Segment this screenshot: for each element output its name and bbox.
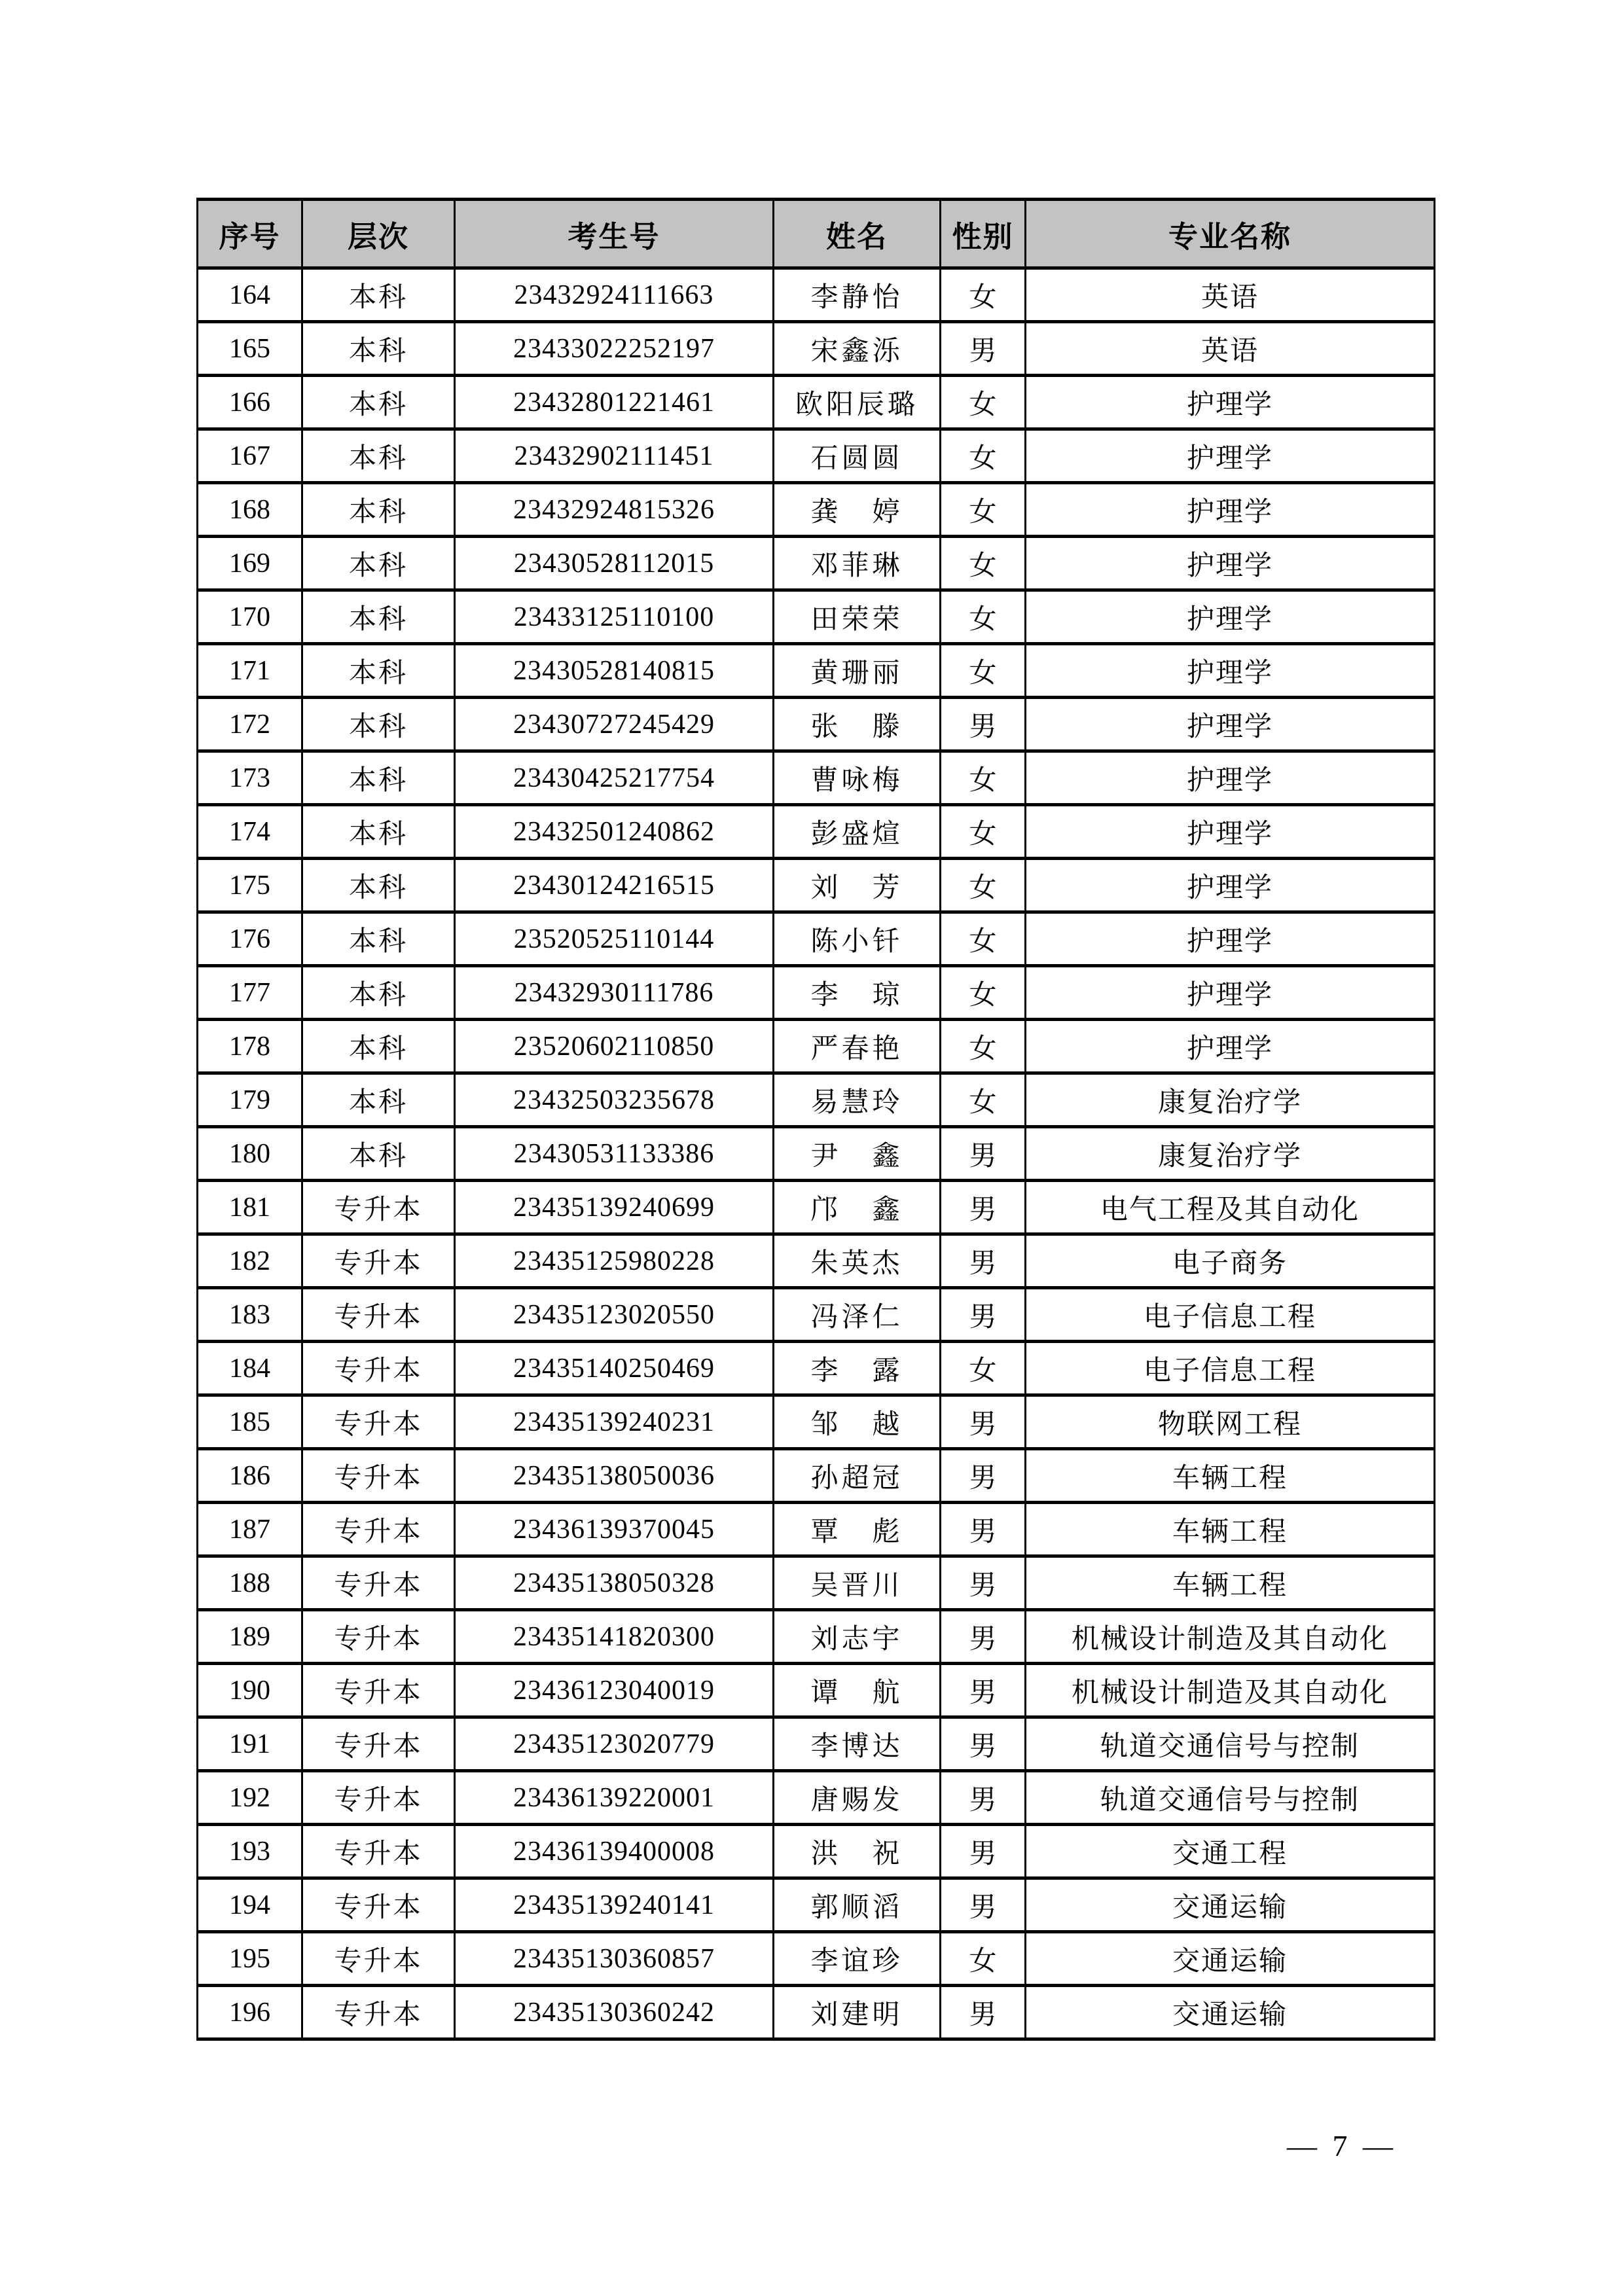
cell-candidate-id: 23520602110850 bbox=[455, 1020, 774, 1073]
cell-name: 陈小钎 bbox=[774, 912, 941, 966]
cell-gender: 女 bbox=[941, 644, 1026, 698]
cell-name: 曹咏梅 bbox=[774, 751, 941, 805]
cell-serial-number: 186 bbox=[198, 1449, 302, 1503]
cell-serial-number: 193 bbox=[198, 1825, 302, 1878]
cell-major: 护理学 bbox=[1026, 966, 1435, 1020]
cell-gender: 男 bbox=[941, 1556, 1026, 1610]
cell-gender: 女 bbox=[941, 1020, 1026, 1073]
table-row bbox=[198, 1664, 1435, 1717]
table-row bbox=[198, 268, 1435, 322]
cell-level: 专升本 bbox=[302, 1610, 455, 1664]
cell-major: 护理学 bbox=[1026, 859, 1435, 912]
cell-level: 专升本 bbox=[302, 1932, 455, 1986]
cell-gender: 男 bbox=[941, 1986, 1026, 2039]
table-row bbox=[198, 1556, 1435, 1610]
table-row bbox=[198, 1127, 1435, 1181]
table-row bbox=[198, 376, 1435, 429]
cell-gender: 男 bbox=[941, 698, 1026, 751]
cell-major: 电子信息工程 bbox=[1026, 1342, 1435, 1395]
cell-name: 张 滕 bbox=[774, 698, 941, 751]
cell-name: 吴晋川 bbox=[774, 1556, 941, 1610]
cell-major: 交通运输 bbox=[1026, 1932, 1435, 1986]
cell-gender: 男 bbox=[941, 1234, 1026, 1288]
cell-name: 龚 婷 bbox=[774, 483, 941, 537]
table-header bbox=[198, 200, 1435, 268]
cell-level: 本科 bbox=[302, 322, 455, 376]
cell-level: 专升本 bbox=[302, 1825, 455, 1878]
cell-candidate-id: 23435123020779 bbox=[455, 1717, 774, 1771]
cell-serial-number: 164 bbox=[198, 268, 302, 322]
cell-candidate-id: 23435141820300 bbox=[455, 1610, 774, 1664]
cell-serial-number: 185 bbox=[198, 1395, 302, 1449]
table-row bbox=[198, 1342, 1435, 1395]
cell-level: 本科 bbox=[302, 805, 455, 859]
cell-gender: 女 bbox=[941, 966, 1026, 1020]
header-row bbox=[198, 200, 1435, 268]
cell-major: 护理学 bbox=[1026, 698, 1435, 751]
cell-gender: 男 bbox=[941, 1395, 1026, 1449]
header-major: 专业名称 bbox=[1026, 200, 1435, 268]
cell-gender: 男 bbox=[941, 1878, 1026, 1932]
cell-level: 本科 bbox=[302, 751, 455, 805]
table-row bbox=[198, 590, 1435, 644]
cell-level: 专升本 bbox=[302, 1449, 455, 1503]
cell-major: 英语 bbox=[1026, 268, 1435, 322]
cell-serial-number: 183 bbox=[198, 1288, 302, 1342]
table-row bbox=[198, 1020, 1435, 1073]
cell-gender: 女 bbox=[941, 1342, 1026, 1395]
cell-candidate-id: 23430528140815 bbox=[455, 644, 774, 698]
table-row bbox=[198, 1986, 1435, 2039]
cell-gender: 女 bbox=[941, 805, 1026, 859]
header-candidate-id: 考生号 bbox=[455, 200, 774, 268]
cell-serial-number: 188 bbox=[198, 1556, 302, 1610]
cell-major: 轨道交通信号与控制 bbox=[1026, 1717, 1435, 1771]
header-name: 姓名 bbox=[774, 200, 941, 268]
cell-serial-number: 190 bbox=[198, 1664, 302, 1717]
header-serial-number: 序号 bbox=[198, 200, 302, 268]
cell-serial-number: 182 bbox=[198, 1234, 302, 1288]
cell-candidate-id: 23430124216515 bbox=[455, 859, 774, 912]
table-body bbox=[198, 268, 1435, 2039]
cell-gender: 男 bbox=[941, 1825, 1026, 1878]
cell-serial-number: 180 bbox=[198, 1127, 302, 1181]
table-row bbox=[198, 1234, 1435, 1288]
cell-candidate-id: 23430727245429 bbox=[455, 698, 774, 751]
cell-level: 本科 bbox=[302, 429, 455, 483]
cell-level: 专升本 bbox=[302, 1556, 455, 1610]
cell-candidate-id: 23430425217754 bbox=[455, 751, 774, 805]
cell-name: 黄珊丽 bbox=[774, 644, 941, 698]
cell-level: 本科 bbox=[302, 590, 455, 644]
cell-name: 宋鑫泺 bbox=[774, 322, 941, 376]
cell-name: 李博达 bbox=[774, 1717, 941, 1771]
cell-serial-number: 169 bbox=[198, 537, 302, 590]
cell-gender: 男 bbox=[941, 1717, 1026, 1771]
cell-level: 专升本 bbox=[302, 1288, 455, 1342]
cell-gender: 女 bbox=[941, 1932, 1026, 1986]
cell-name: 冯泽仁 bbox=[774, 1288, 941, 1342]
cell-name: 邓菲琳 bbox=[774, 537, 941, 590]
cell-major: 护理学 bbox=[1026, 912, 1435, 966]
table-row bbox=[198, 1395, 1435, 1449]
cell-level: 本科 bbox=[302, 537, 455, 590]
table-row bbox=[198, 322, 1435, 376]
cell-level: 本科 bbox=[302, 644, 455, 698]
table-row bbox=[198, 859, 1435, 912]
cell-major: 康复治疗学 bbox=[1026, 1127, 1435, 1181]
cell-major: 电气工程及其自动化 bbox=[1026, 1181, 1435, 1234]
cell-major: 车辆工程 bbox=[1026, 1556, 1435, 1610]
table-row bbox=[198, 483, 1435, 537]
table-row bbox=[198, 751, 1435, 805]
cell-level: 本科 bbox=[302, 698, 455, 751]
header-level: 层次 bbox=[302, 200, 455, 268]
cell-gender: 男 bbox=[941, 1771, 1026, 1825]
cell-serial-number: 192 bbox=[198, 1771, 302, 1825]
cell-serial-number: 184 bbox=[198, 1342, 302, 1395]
table-row bbox=[198, 1771, 1435, 1825]
cell-serial-number: 166 bbox=[198, 376, 302, 429]
table-row bbox=[198, 1878, 1435, 1932]
cell-name: 邝 鑫 bbox=[774, 1181, 941, 1234]
cell-name: 易慧玲 bbox=[774, 1073, 941, 1127]
cell-candidate-id: 23432801221461 bbox=[455, 376, 774, 429]
cell-candidate-id: 23432924111663 bbox=[455, 268, 774, 322]
cell-candidate-id: 23432902111451 bbox=[455, 429, 774, 483]
cell-level: 本科 bbox=[302, 966, 455, 1020]
cell-candidate-id: 23436139220001 bbox=[455, 1771, 774, 1825]
cell-name: 郭顺滔 bbox=[774, 1878, 941, 1932]
admission-roster-table bbox=[196, 198, 1435, 2041]
table-row bbox=[198, 1610, 1435, 1664]
page-number: — 7 — bbox=[1287, 2129, 1397, 2162]
cell-name: 李静怡 bbox=[774, 268, 941, 322]
cell-candidate-id: 23435130360242 bbox=[455, 1986, 774, 2039]
cell-candidate-id: 23432501240862 bbox=[455, 805, 774, 859]
cell-serial-number: 178 bbox=[198, 1020, 302, 1073]
cell-candidate-id: 23436139400008 bbox=[455, 1825, 774, 1878]
cell-major: 护理学 bbox=[1026, 376, 1435, 429]
cell-level: 本科 bbox=[302, 376, 455, 429]
cell-major: 交通运输 bbox=[1026, 1878, 1435, 1932]
cell-gender: 女 bbox=[941, 429, 1026, 483]
table-row bbox=[198, 1932, 1435, 1986]
cell-level: 专升本 bbox=[302, 1878, 455, 1932]
cell-candidate-id: 23436123040019 bbox=[455, 1664, 774, 1717]
cell-gender: 女 bbox=[941, 537, 1026, 590]
cell-major: 车辆工程 bbox=[1026, 1449, 1435, 1503]
cell-serial-number: 171 bbox=[198, 644, 302, 698]
table-row bbox=[198, 698, 1435, 751]
cell-level: 专升本 bbox=[302, 1342, 455, 1395]
table-row bbox=[198, 966, 1435, 1020]
cell-level: 本科 bbox=[302, 268, 455, 322]
cell-major: 护理学 bbox=[1026, 483, 1435, 537]
cell-serial-number: 191 bbox=[198, 1717, 302, 1771]
cell-candidate-id: 23433125110100 bbox=[455, 590, 774, 644]
cell-major: 机械设计制造及其自动化 bbox=[1026, 1610, 1435, 1664]
table-row bbox=[198, 1073, 1435, 1127]
cell-name: 谭 航 bbox=[774, 1664, 941, 1717]
cell-gender: 男 bbox=[941, 1288, 1026, 1342]
cell-level: 专升本 bbox=[302, 1503, 455, 1556]
table-row bbox=[198, 1288, 1435, 1342]
cell-name: 李谊珍 bbox=[774, 1932, 941, 1986]
cell-candidate-id: 23435140250469 bbox=[455, 1342, 774, 1395]
cell-name: 覃 彪 bbox=[774, 1503, 941, 1556]
cell-gender: 女 bbox=[941, 590, 1026, 644]
cell-major: 护理学 bbox=[1026, 1020, 1435, 1073]
cell-name: 唐赐发 bbox=[774, 1771, 941, 1825]
cell-candidate-id: 23432930111786 bbox=[455, 966, 774, 1020]
cell-candidate-id: 23433022252197 bbox=[455, 322, 774, 376]
cell-level: 本科 bbox=[302, 1020, 455, 1073]
cell-major: 电子信息工程 bbox=[1026, 1288, 1435, 1342]
table-row bbox=[198, 1449, 1435, 1503]
cell-serial-number: 179 bbox=[198, 1073, 302, 1127]
table-row bbox=[198, 912, 1435, 966]
cell-serial-number: 165 bbox=[198, 322, 302, 376]
cell-level: 本科 bbox=[302, 1127, 455, 1181]
cell-gender: 男 bbox=[941, 1610, 1026, 1664]
cell-major: 康复治疗学 bbox=[1026, 1073, 1435, 1127]
cell-name: 尹 鑫 bbox=[774, 1127, 941, 1181]
cell-name: 刘建明 bbox=[774, 1986, 941, 2039]
cell-name: 刘志宇 bbox=[774, 1610, 941, 1664]
cell-gender: 男 bbox=[941, 1181, 1026, 1234]
cell-major: 护理学 bbox=[1026, 537, 1435, 590]
table-row bbox=[198, 1825, 1435, 1878]
cell-serial-number: 174 bbox=[198, 805, 302, 859]
header-gender: 性别 bbox=[941, 200, 1026, 268]
cell-serial-number: 189 bbox=[198, 1610, 302, 1664]
cell-gender: 女 bbox=[941, 376, 1026, 429]
cell-gender: 女 bbox=[941, 859, 1026, 912]
cell-gender: 男 bbox=[941, 1449, 1026, 1503]
table-row bbox=[198, 1503, 1435, 1556]
cell-major: 英语 bbox=[1026, 322, 1435, 376]
cell-gender: 女 bbox=[941, 912, 1026, 966]
cell-major: 交通工程 bbox=[1026, 1825, 1435, 1878]
cell-level: 专升本 bbox=[302, 1395, 455, 1449]
cell-candidate-id: 23435139240231 bbox=[455, 1395, 774, 1449]
cell-candidate-id: 23430528112015 bbox=[455, 537, 774, 590]
cell-gender: 男 bbox=[941, 322, 1026, 376]
cell-level: 本科 bbox=[302, 483, 455, 537]
cell-serial-number: 187 bbox=[198, 1503, 302, 1556]
cell-name: 田荣荣 bbox=[774, 590, 941, 644]
cell-name: 严春艳 bbox=[774, 1020, 941, 1073]
table-row bbox=[198, 1181, 1435, 1234]
cell-major: 护理学 bbox=[1026, 429, 1435, 483]
cell-gender: 女 bbox=[941, 751, 1026, 805]
cell-serial-number: 175 bbox=[198, 859, 302, 912]
table-row bbox=[198, 1717, 1435, 1771]
cell-level: 本科 bbox=[302, 1073, 455, 1127]
cell-serial-number: 196 bbox=[198, 1986, 302, 2039]
cell-serial-number: 170 bbox=[198, 590, 302, 644]
cell-major: 机械设计制造及其自动化 bbox=[1026, 1664, 1435, 1717]
cell-serial-number: 168 bbox=[198, 483, 302, 537]
cell-name: 刘 芳 bbox=[774, 859, 941, 912]
cell-gender: 男 bbox=[941, 1503, 1026, 1556]
table-row bbox=[198, 805, 1435, 859]
cell-candidate-id: 23520525110144 bbox=[455, 912, 774, 966]
cell-serial-number: 167 bbox=[198, 429, 302, 483]
cell-major: 交通运输 bbox=[1026, 1986, 1435, 2039]
cell-name: 朱英杰 bbox=[774, 1234, 941, 1288]
cell-major: 物联网工程 bbox=[1026, 1395, 1435, 1449]
cell-gender: 女 bbox=[941, 483, 1026, 537]
table-row bbox=[198, 429, 1435, 483]
cell-serial-number: 173 bbox=[198, 751, 302, 805]
cell-candidate-id: 23430531133386 bbox=[455, 1127, 774, 1181]
cell-major: 护理学 bbox=[1026, 805, 1435, 859]
cell-candidate-id: 23435138050036 bbox=[455, 1449, 774, 1503]
cell-candidate-id: 23435123020550 bbox=[455, 1288, 774, 1342]
cell-name: 李 琼 bbox=[774, 966, 941, 1020]
cell-name: 石圆圆 bbox=[774, 429, 941, 483]
table-row bbox=[198, 644, 1435, 698]
cell-serial-number: 177 bbox=[198, 966, 302, 1020]
cell-major: 护理学 bbox=[1026, 751, 1435, 805]
cell-level: 专升本 bbox=[302, 1771, 455, 1825]
cell-candidate-id: 23436139370045 bbox=[455, 1503, 774, 1556]
cell-major: 轨道交通信号与控制 bbox=[1026, 1771, 1435, 1825]
cell-name: 洪 祝 bbox=[774, 1825, 941, 1878]
cell-candidate-id: 23432924815326 bbox=[455, 483, 774, 537]
cell-candidate-id: 23435139240699 bbox=[455, 1181, 774, 1234]
cell-candidate-id: 23435139240141 bbox=[455, 1878, 774, 1932]
cell-level: 专升本 bbox=[302, 1664, 455, 1717]
cell-serial-number: 181 bbox=[198, 1181, 302, 1234]
cell-major: 护理学 bbox=[1026, 590, 1435, 644]
cell-major: 护理学 bbox=[1026, 644, 1435, 698]
table-row bbox=[198, 537, 1435, 590]
cell-candidate-id: 23435130360857 bbox=[455, 1932, 774, 1986]
cell-gender: 男 bbox=[941, 1127, 1026, 1181]
cell-gender: 女 bbox=[941, 1073, 1026, 1127]
cell-serial-number: 172 bbox=[198, 698, 302, 751]
cell-name: 孙超冠 bbox=[774, 1449, 941, 1503]
cell-major: 电子商务 bbox=[1026, 1234, 1435, 1288]
cell-level: 本科 bbox=[302, 912, 455, 966]
cell-candidate-id: 23432503235678 bbox=[455, 1073, 774, 1127]
cell-gender: 男 bbox=[941, 1664, 1026, 1717]
cell-level: 专升本 bbox=[302, 1234, 455, 1288]
cell-candidate-id: 23435125980228 bbox=[455, 1234, 774, 1288]
cell-level: 专升本 bbox=[302, 1181, 455, 1234]
cell-candidate-id: 23435138050328 bbox=[455, 1556, 774, 1610]
cell-serial-number: 195 bbox=[198, 1932, 302, 1986]
cell-name: 李 露 bbox=[774, 1342, 941, 1395]
cell-serial-number: 194 bbox=[198, 1878, 302, 1932]
cell-name: 邹 越 bbox=[774, 1395, 941, 1449]
cell-level: 专升本 bbox=[302, 1986, 455, 2039]
cell-serial-number: 176 bbox=[198, 912, 302, 966]
cell-major: 车辆工程 bbox=[1026, 1503, 1435, 1556]
cell-gender: 女 bbox=[941, 268, 1026, 322]
cell-level: 专升本 bbox=[302, 1717, 455, 1771]
cell-name: 彭盛煊 bbox=[774, 805, 941, 859]
cell-level: 本科 bbox=[302, 859, 455, 912]
cell-name: 欧阳辰璐 bbox=[774, 376, 941, 429]
